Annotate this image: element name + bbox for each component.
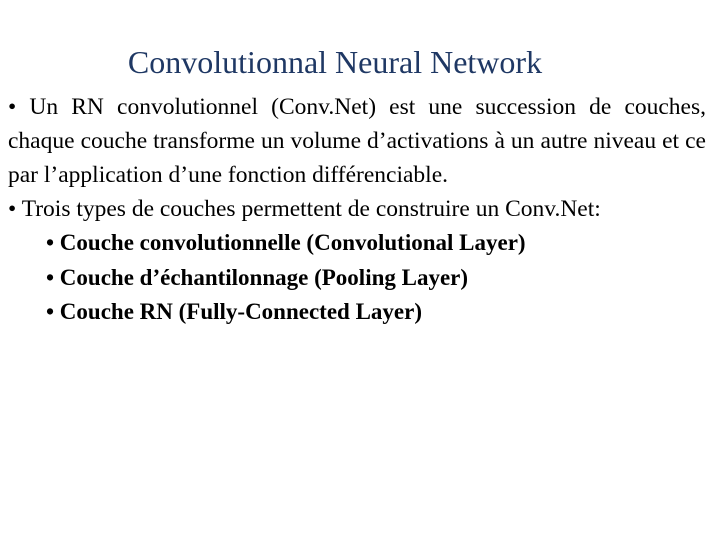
slide-body <box>8 90 706 330</box>
bullet-paragraph <box>8 90 706 192</box>
bullet-marker: • <box>8 94 17 120</box>
layer-types-list <box>8 226 706 330</box>
list-item: • Couche convolutionnelle (Convolutional Layer) <box>46 230 526 255</box>
paragraph-text: Un RN convolutionnel (Conv.Net) est une succession de couches, chaque couche transforme un volume d’activations à un autre niveau et ce par l’application d’une fonction différenciable. <box>8 94 707 188</box>
list-item: • Couche RN (Fully-Connected Layer) <box>46 299 423 324</box>
paragraph-text: Trois types de couches permettent de construire un Conv.Net: <box>21 196 601 222</box>
bullet-paragraph <box>8 192 706 226</box>
bullet-marker: • <box>8 196 17 222</box>
list-item: • Couche d’échantilonnage (Pooling Layer) <box>46 264 469 290</box>
slide-title: Convolutionnal Neural Network <box>127 44 543 80</box>
